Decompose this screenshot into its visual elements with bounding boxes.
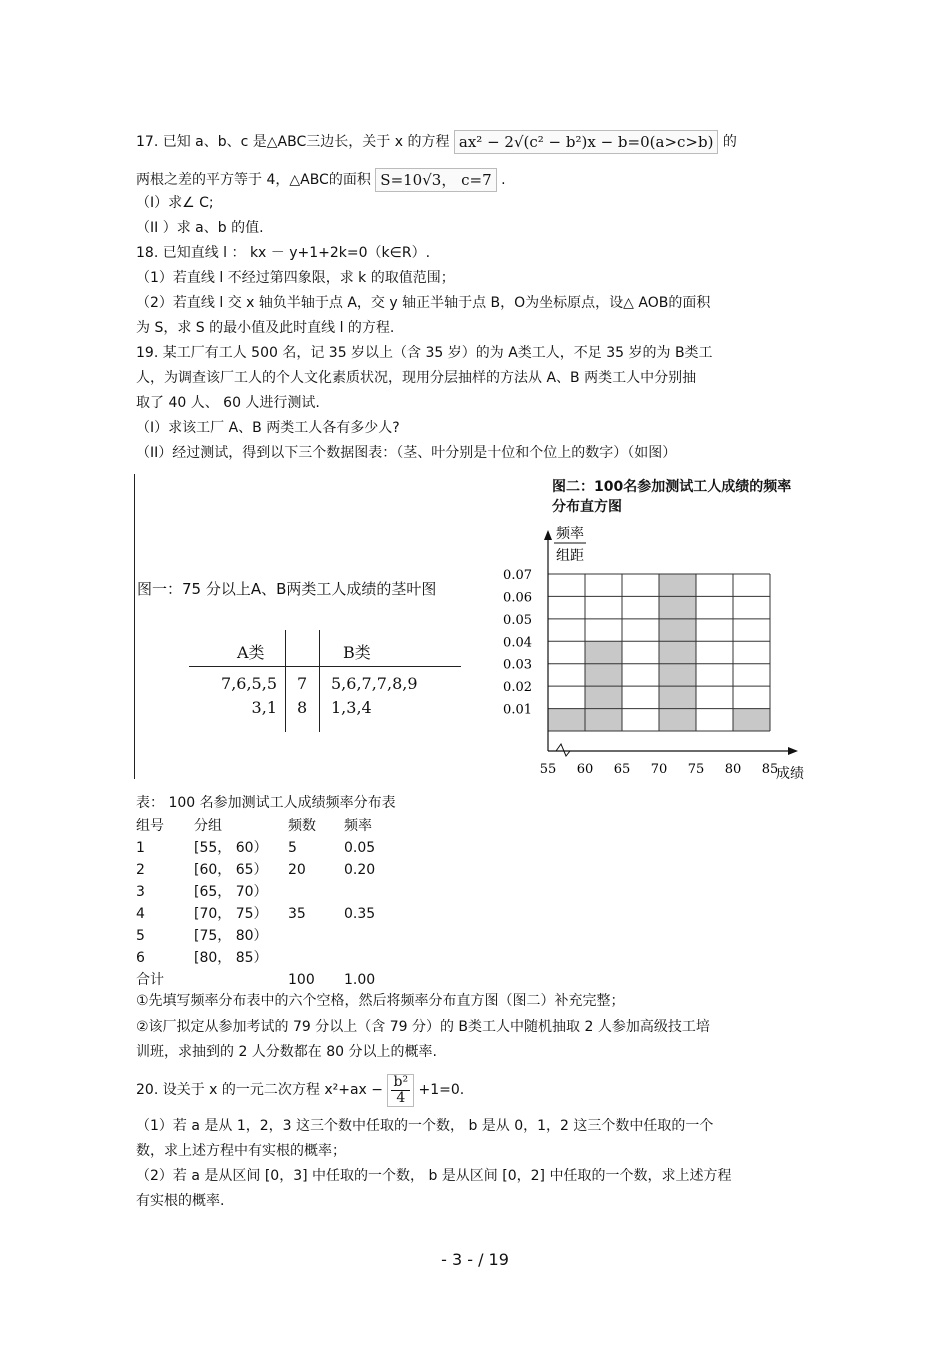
q18-line1: 18. 已知直线 l ： kx － y+1+2k=0（k∈R）.: [136, 245, 431, 261]
table-row: [136, 925, 414, 947]
cell: [75， 80）: [194, 928, 268, 944]
cell: [344, 881, 414, 903]
cell: [70， 75）: [194, 906, 268, 922]
figure2-caption-line2: 分布直方图: [552, 499, 622, 515]
x-tick-label: 65: [613, 762, 631, 777]
table-row: [136, 837, 414, 859]
cell: 1.00: [344, 972, 376, 988]
cell: 35: [288, 906, 306, 922]
x-tick-label: 70: [650, 762, 668, 777]
histogram-figure: [496, 474, 816, 784]
stem-leaf-figure: [134, 474, 475, 779]
table-row: [136, 881, 414, 903]
y-axis-arrow: [544, 530, 552, 540]
cell: 0.35: [344, 906, 376, 922]
ylabel-top: 频率: [556, 526, 584, 542]
histogram-svg: [496, 474, 816, 784]
frequency-table: [136, 815, 414, 991]
x-tick-label: 85: [761, 762, 779, 777]
q20-fraction: [387, 1074, 414, 1107]
cell: [344, 925, 414, 947]
cell: 1: [136, 840, 145, 856]
q17-text-end: 的: [722, 134, 737, 150]
cell: [288, 947, 344, 969]
q19-line3: 取了 40 人、 60 人进行测试.: [136, 395, 320, 411]
q17-part1: （I）求∠ C;: [136, 195, 214, 211]
q20-part1a: （1）若 a 是从 1，2，3 这三个数中任取的一个数， b 是从 0，1，2 这三个数中任取的一个: [136, 1118, 714, 1134]
stem-leaf-row2-right: 1,3,4: [331, 698, 372, 717]
q20-text-end: +1=0.: [418, 1082, 465, 1098]
q19-task2b: 训班，求抽到的 2 人分数都在 80 分以上的概率.: [136, 1044, 437, 1060]
cell: 6: [136, 950, 145, 966]
q17-part2: （II ）求 a、b 的值.: [136, 220, 264, 236]
q20-frac-num: b²: [393, 1073, 409, 1090]
stem-leaf-row1-right: 5,6,7,7,8,9: [331, 674, 418, 693]
cell: [55， 60）: [194, 840, 268, 856]
x-tick-label: 55: [539, 762, 557, 777]
x-tick-label: 75: [687, 762, 705, 777]
stem-leaf-row1-left: 7,6,5,5: [221, 674, 277, 693]
th-group-no: 组号: [136, 818, 164, 834]
q17-text2-end: .: [501, 172, 506, 188]
q17-line1: [136, 130, 737, 154]
cell: 100: [288, 972, 315, 988]
cell: [194, 969, 288, 991]
xlabel: 成绩: [776, 766, 804, 782]
stem-leaf-vline-left: [285, 630, 286, 732]
cell: [60， 65）: [194, 862, 268, 878]
q20-part1b: 数，求上述方程中有实根的概率；: [136, 1143, 346, 1159]
cell: [344, 947, 414, 969]
q20-text: 20. 设关于 x 的一元二次方程 x²+ax −: [136, 1082, 384, 1098]
cell: [80， 85）: [194, 950, 268, 966]
q20-part2b: 有实根的概率.: [136, 1193, 225, 1209]
x-tick-label: 60: [576, 762, 594, 777]
q20-frac-den: 4: [396, 1089, 406, 1106]
table-row: [136, 947, 414, 969]
histogram-bar: [733, 709, 770, 731]
th-count: 频数: [288, 818, 316, 834]
th-group: 分组: [194, 818, 222, 834]
q19-part2: （II）经过测试，得到以下三个数据图表：（茎、叶分别是十位和个位上的数字）（如图）: [136, 445, 677, 461]
q19-task1: ①先填写频率分布表中的六个空格，然后将频率分布直方图（图二）补充完整；: [136, 993, 625, 1009]
q19-task2a: ②该厂拟定从参加考试的 79 分以上（含 79 分）的 B类工人中随机抽取 2 人参加高级技工培: [136, 1019, 710, 1035]
x-axis-break: [556, 744, 570, 756]
q20-part2a: （2）若 a 是从区间 [0，3] 中任取的一个数， b 是从区间 [0，2] 中任取的一个数，求上述方程: [136, 1168, 732, 1184]
stem-leaf-row1-stem: 7: [297, 674, 308, 693]
q17-text: 17. 已知 a、b、c 是△ABC三边长，关于 x 的方程: [136, 134, 450, 150]
q18-part2a: （2）若直线 l 交 x 轴负半轴于点 A，交 y 轴正半轴于点 B，O为坐标原点，设△ AOB的面积: [136, 295, 711, 311]
figure1-caption: 图一：75 分以上A、B两类工人成绩的茎叶图: [137, 580, 437, 598]
y-tick-label: 0.04: [503, 635, 532, 651]
q17-line2: [136, 168, 506, 192]
histogram-bar: [548, 709, 585, 731]
page-number: - 3 - / 19: [441, 1250, 509, 1269]
y-tick-label: 0.02: [503, 680, 532, 696]
cell: [65， 70）: [194, 884, 268, 900]
x-axis-arrow: [788, 747, 798, 755]
y-tick-label: 0.06: [503, 590, 532, 606]
cell: [288, 925, 344, 947]
cell: 20: [288, 862, 306, 878]
stem-leaf-row2-stem: 8: [297, 698, 308, 717]
y-tick-label: 0.01: [503, 702, 532, 718]
y-tick-label: 0.05: [503, 612, 532, 628]
q19-line2: 人，为调查该厂工人的个人文化素质状况，现用分层抽样的方法从 A、B 两类工人中分别抽: [136, 370, 697, 386]
q17-text2: 两根之差的平方等于 4，△ABC的面积: [136, 172, 371, 188]
cell: [288, 881, 344, 903]
cell: 合计: [136, 972, 164, 988]
q19-line1: 19. 某工厂有工人 500 名，记 35 岁以上（含 35 岁）的为 A类工人，不足 35 岁的为 B类工: [136, 345, 713, 361]
q19-part1: （I）求该工厂 A、B 两类工人各有多少人?: [136, 420, 400, 436]
cell: 0.20: [344, 862, 376, 878]
stem-leaf-vline-right: [319, 630, 320, 732]
table-header-row: [136, 815, 414, 837]
q17-equation: ax² − 2√(c² − b²)x − b=0(a>c>b): [454, 130, 719, 154]
q18-part1: （1）若直线 l 不经过第四象限，求 k 的取值范围；: [136, 270, 455, 286]
stem-leaf-row2-left: 3,1: [251, 698, 277, 717]
ylabel-bottom: 组距: [556, 548, 584, 564]
cell: 4: [136, 906, 145, 922]
stem-leaf-hline: [189, 666, 461, 667]
histogram-bar: [659, 574, 696, 731]
table-caption: 表： 100 名参加测试工人成绩频率分布表: [136, 795, 396, 811]
stem-leaf-header-b: B类: [343, 643, 371, 662]
table-row: [136, 859, 414, 881]
cell: 5: [288, 840, 297, 856]
cell: 0.05: [344, 840, 376, 856]
cell: 2: [136, 862, 145, 878]
q20-line1: [136, 1072, 464, 1108]
stem-leaf-header-a: A类: [237, 643, 265, 662]
table-total-row: [136, 969, 414, 991]
cell: 3: [136, 884, 145, 900]
table-row: [136, 903, 414, 925]
q18-part2b: 为 S，求 S 的最小值及此时直线 l 的方程.: [136, 320, 395, 336]
x-tick-label: 80: [724, 762, 742, 777]
q17-area-formula: S=10√3， c=7: [375, 168, 496, 192]
th-frequency: 频率: [344, 818, 372, 834]
cell: 5: [136, 928, 145, 944]
y-tick-label: 0.03: [503, 657, 532, 673]
figure2-caption-line1: 图二：100名参加测试工人成绩的频率: [552, 479, 792, 495]
y-tick-label: 0.07: [503, 568, 532, 583]
